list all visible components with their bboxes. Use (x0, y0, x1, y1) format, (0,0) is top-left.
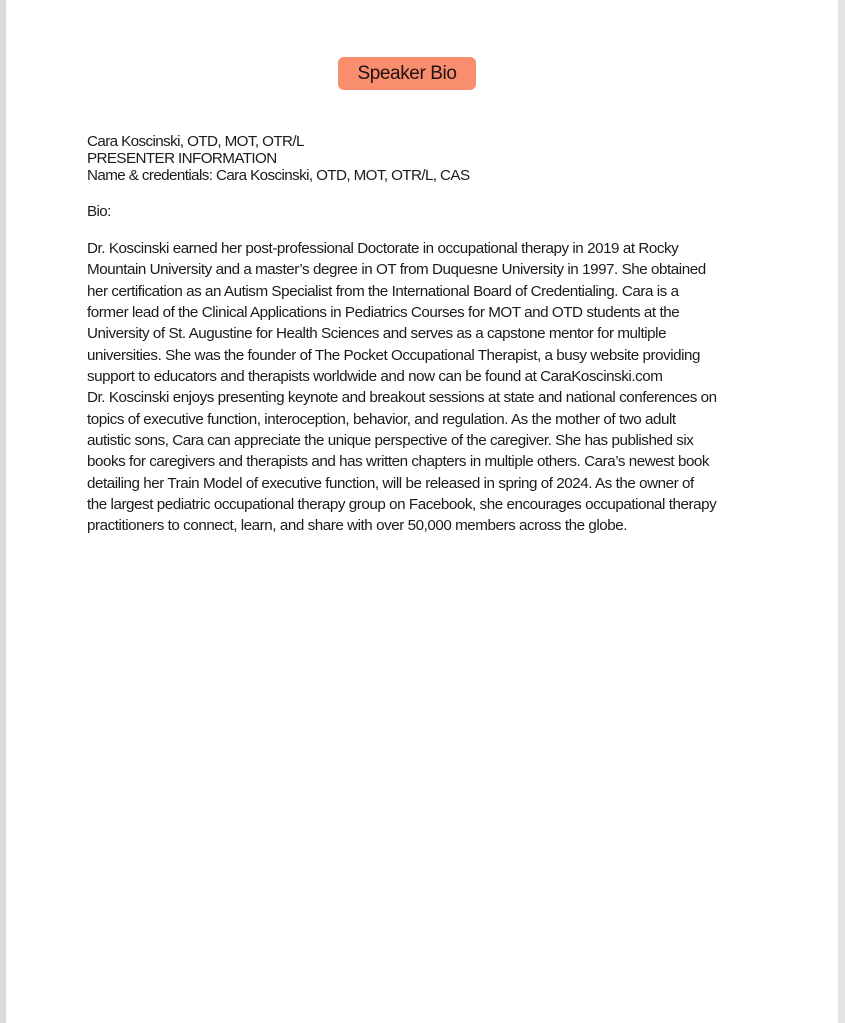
bio-line: practitioners to connect, learn, and share with over 50,000 members across the globe. (87, 517, 628, 535)
bio-line: Dr. Koscinski earned her post-professional Doctorate in occupational therapy in 2019 at Rocky (87, 240, 679, 257)
bio-line: the largest pediatric occupational therapy group on Facebook, she encourages occupational therapy (87, 496, 717, 514)
presenter-header (87, 133, 469, 185)
document-page (6, 0, 838, 1023)
viewer-scroll-gutter (838, 0, 845, 1023)
bio-line: autistic sons, Cara can appreciate the unique perspective of the caregiver. She has published six (87, 432, 694, 450)
bio-label: Bio: (87, 203, 111, 220)
speaker-bio-title-badge: Speaker Bio (338, 57, 476, 90)
presenter-information-heading: PRESENTER INFORMATION (87, 150, 277, 168)
bio-line: support to educators and therapists worldwide and now can be found at CaraKoscinski.com (87, 368, 663, 386)
bio-line: former lead of the Clinical Applications in Pediatrics Courses for MOT and OTD students at the (87, 304, 680, 322)
bio-line: her certification as an Autism Specialist from the International Board of Credentialing. Cara is a (87, 282, 679, 300)
presenter-name-line: Cara Koscinski, OTD, MOT, OTR/L (87, 133, 304, 150)
bio-line: books for caregivers and therapists and has written chapters in multiple others. Cara’s newest book (87, 453, 710, 471)
bio-line: detailing her Train Model of executive function, will be released in spring of 2024. As the owner of (87, 474, 694, 492)
name-credentials-line: Name & credentials: Cara Koscinski, OTD, MOT, OTR/L, CAS (87, 167, 470, 185)
bio-line: Dr. Koscinski enjoys presenting keynote and breakout sessions at state and national conferences on (87, 389, 717, 407)
bio-line: University of St. Augustine for Health Sciences and serves as a capstone mentor for multiple (87, 325, 667, 343)
bio-paragraph (87, 238, 817, 537)
bio-line: Mountain University and a master’s degree in OT from Duquesne University in 1997. She obtained (87, 261, 706, 279)
bio-line: topics of executive function, interoception, behavior, and regulation. As the mother of two adult (87, 410, 676, 428)
bio-line: universities. She was the founder of The Pocket Occupational Therapist, a busy website providing (87, 346, 701, 364)
